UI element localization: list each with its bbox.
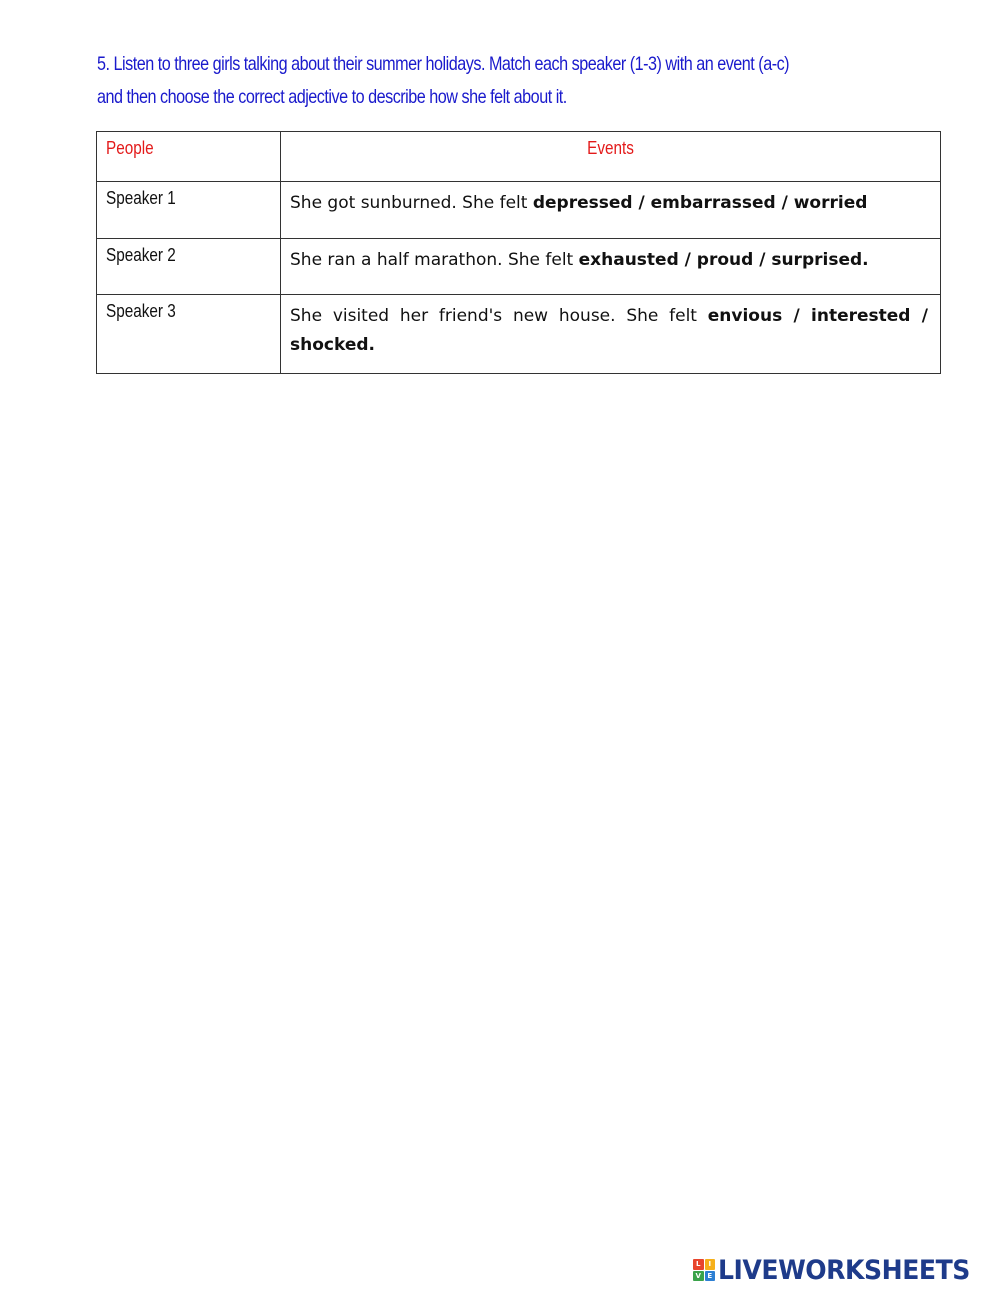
instruction-line-2: and then choose the correct adjective to describe how she felt about it. — [97, 86, 567, 108]
matching-table — [96, 131, 941, 374]
logo-mark-icon — [693, 1259, 715, 1281]
event-2-options[interactable]: exhausted / proud / surprised. — [578, 250, 869, 270]
exercise-instruction — [97, 48, 952, 114]
logo-mark-l: L — [693, 1259, 704, 1270]
event-1-cell — [281, 182, 941, 239]
instruction-line-1: 5. Listen to three girls talking about their summer holidays. Match each speaker (1-3) with an event (a-c) — [97, 53, 790, 75]
logo-mark-e: E — [705, 1271, 716, 1282]
logo-mark-v: V — [693, 1271, 704, 1282]
logo-mark-i: I — [705, 1259, 716, 1270]
event-2-cell — [281, 239, 941, 295]
header-people: People — [97, 132, 281, 182]
speaker-2-cell: Speaker 2 — [97, 239, 281, 295]
table-row — [97, 182, 941, 239]
event-3-options[interactable]: envious / interested / shocked. — [290, 306, 928, 355]
table-row — [97, 295, 941, 374]
event-1-options[interactable]: depressed / embarrassed / worried — [532, 193, 868, 213]
event-2-text: She ran a half marathon. She felt — [290, 250, 579, 270]
speaker-1-cell: Speaker 1 — [97, 182, 281, 239]
liveworksheets-logo — [693, 1254, 989, 1286]
event-1-text: She got sunburned. She felt — [290, 193, 533, 213]
event-3-text: She visited her friend's new house. She felt — [290, 306, 708, 326]
table-row — [97, 239, 941, 295]
logo-text: LIVEWORKSHEETS — [718, 1254, 970, 1286]
event-3-cell — [281, 295, 941, 374]
header-events: Events — [281, 132, 941, 182]
table-header-row — [97, 132, 941, 182]
speaker-3-cell: Speaker 3 — [97, 295, 281, 374]
